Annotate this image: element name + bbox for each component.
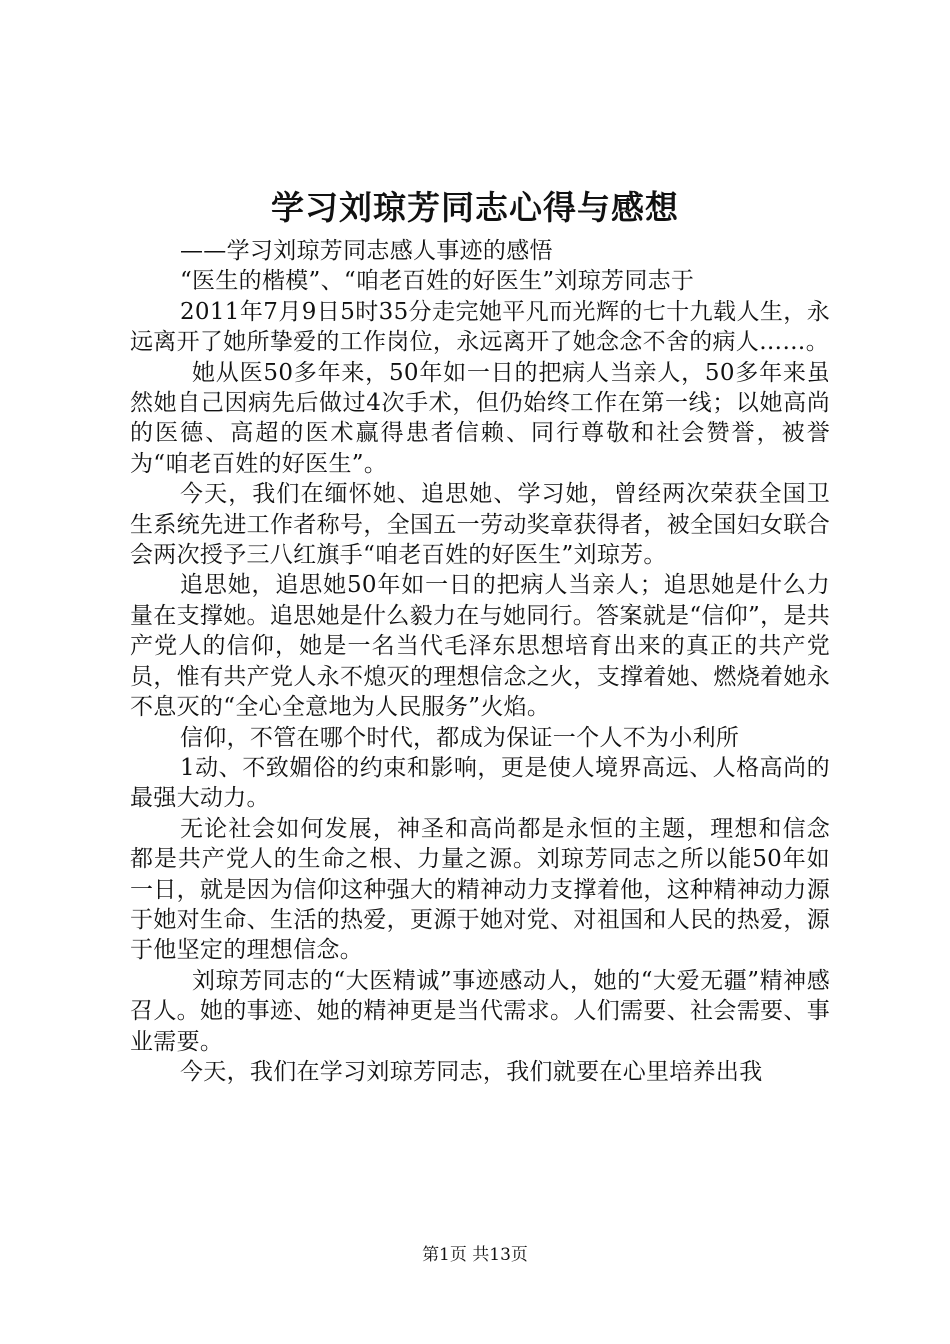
paragraph: 今天，我们在缅怀她、追思她、学习她，曾经两次荣获全国卫生系统先进工作者称号，全国五一劳动奖章获得者，被全国妇女联合会两次授予三八红旗手“咱老百姓的好医生”刘琼芳。 <box>130 481 830 569</box>
paragraph: “医生的楷模”、“咱老百姓的好医生”刘琼芳同志于 <box>180 268 695 295</box>
subtitle-paragraph: ——学习刘琼芳同志感人事迹的感悟 <box>180 238 553 264</box>
paragraph: 1动、不致媚俗的约束和影响，更是使人境界高远、人格高尚的最强大动力。 <box>130 754 830 812</box>
paragraph: 信仰，不管在哪个时代，都成为保证一个人不为小利所 <box>180 724 740 751</box>
paragraph: 追思她，追思她50年如一日的把病人当亲人；追思她是什么力量在支撑她。追思她是什么毅力在与她同行。答案就是“信仰”，是共产党人的信仰，她是一名当代毛泽东思想培育出来的真正的共产党员，惟有共产党人永不熄灭的理想信念之火，支撑着她、燃烧着她永不息灭的“全心全意地为人民服务”火焰。 <box>130 572 830 721</box>
paragraph: 今天，我们在学习刘琼芳同志，我们就要在心里培养出我 <box>180 1058 763 1085</box>
document-title: 学习刘琼芳同志心得与感想 <box>271 188 679 227</box>
paragraph: 无论社会如何发展，神圣和高尚都是永恒的主题，理想和信念都是共产党人的生命之根、力量之源。刘琼芳同志之所以能50年如一日，就是因为信仰这种强大的精神动力支撑着他，这种精神动力源于她对生命、生活的热爱，更源于她对党、对祖国和人民的热爱，源于他坚定的理想信念。 <box>130 815 830 964</box>
paragraph: 刘琼芳同志的“大医精诚”事迹感动人，她的“大爱无疆”精神感召人。她的事迹、她的精神更是当代需求。人们需要、社会需要、事业需要。 <box>130 967 830 1055</box>
document-body <box>130 236 830 1087</box>
page-number-footer: 第1页 共13页 <box>422 1245 528 1265</box>
paragraph: 她从医50多年来，50年如一日的把病人当亲人，50多年来虽然她自己因病先后做过4次手术，但仍始终工作在第一线；以她高尚的医德、高超的医术赢得患者信赖、同行尊敬和社会赞誉，被誉为“咱老百姓的好医生”。 <box>130 359 830 477</box>
paragraph: 2011年7月9日5时35分走完她平凡而光辉的七十九载人生，永远离开了她所挚爱的工作岗位，永远离开了她念念不舍的病人……。 <box>130 298 830 356</box>
